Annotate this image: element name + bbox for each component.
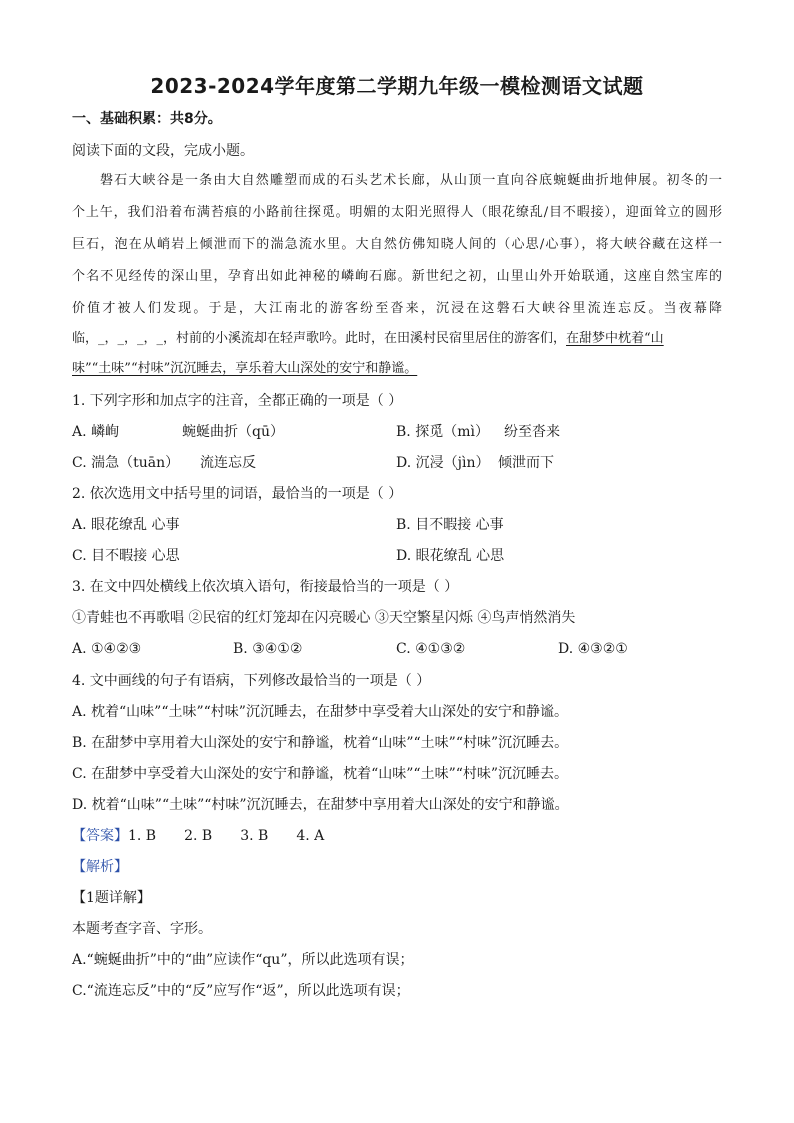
q1-option-b: B. 探觅（mì） (396, 424, 489, 440)
q3-option-c: C. ④①③② (396, 641, 466, 657)
q2-option-c: C. 目不暇接 心思 (72, 548, 180, 564)
passage-line-1: 磐石大峡谷是一条由大自然雕塑而成的石头艺术长廊，从山顶一直向谷底蜿蜒曲折地伸展。初冬的一 (100, 173, 722, 188)
q1-option-b-word: 纷至沓来 (504, 424, 560, 440)
passage-line-6-text: 临，_，_，_，_，村前的小溪流却在轻声歌吟。此时，在田溪村民宿里居住的游客们， (72, 331, 567, 346)
underlined-sentence-start: 在甜梦中枕着“山 (566, 331, 664, 346)
passage-line-4: 个名不见经传的深山里，孕育出如此神秘的嶙峋石廊。新世纪之初，山里山外开始联通，这座自然宝库的 (72, 269, 722, 284)
q2-option-b: B. 目不暇接 心事 (396, 517, 504, 533)
page-title: 2023-2024学年度第二学期九年级一模检测语文试题 (150, 74, 644, 98)
q1-option-a-word: 蜿蜒曲折（qū） (182, 424, 284, 440)
underlined-sentence-end: 味”“土味”“村味”沉沉睡去，享乐着大山深处的安宁和静谧。 (72, 361, 418, 376)
answer-label: 【答案】 (72, 828, 128, 844)
analysis-intro: 本题考查字音、字形。 (72, 921, 212, 937)
q3-option-b: B. ③④①② (233, 641, 303, 657)
reading-instruction: 阅读下面的文段，完成小题。 (72, 143, 254, 159)
answer-item-2: 2. B (184, 828, 213, 844)
passage-line-7 (72, 360, 722, 378)
q4-option-a: A. 枕着“山味”“土味”“村味”沉沉睡去，在甜梦中享受着大山深处的安宁和静谧。 (72, 704, 568, 720)
q4-option-b: B. 在甜梦中享用着大山深处的安宁和静谧，枕着“山味”“土味”“村味”沉沉睡去。 (72, 735, 569, 751)
q4-option-c: C. 在甜梦中享受着大山深处的安宁和静谧，枕着“山味”“土味”“村味”沉沉睡去。 (72, 766, 569, 782)
question-4-stem: 4. 文中画线的句子有语病，下列修改最恰当的一项是（ ） (72, 673, 431, 689)
analysis-label: 【解析】 (72, 859, 128, 875)
answer-item-4: 4. A (296, 828, 325, 844)
question-2-stem: 2. 依次选用文中括号里的词语，最恰当的一项是（ ） (72, 486, 403, 502)
q3-option-d: D. ④③②① (558, 641, 628, 657)
answer-row (72, 827, 324, 845)
section-heading: 一、基础积累：共8分。 (72, 111, 222, 127)
question-1-stem: 1. 下列字形和加点字的注音，全都正确的一项是（ ） (72, 393, 403, 409)
q4-option-d: D. 枕着“山味”“土味”“村味”沉沉睡去，在甜梦中享用着大山深处的安宁和静谧。 (72, 797, 569, 813)
passage-line-6 (72, 330, 722, 348)
q1-option-a: A. 嶙峋 (72, 424, 120, 440)
passage-line-5: 价值才被人们发现。于是，大江南北的游客纷至沓来，沉浸在这磐石大峡谷里流连忘反。当夜幕降 (72, 301, 722, 316)
passage-line-3: 巨石，泡在从峭岩上倾泄而下的湍急流水里。大自然仿佛知晓人间的（心思/心事），将大峡谷藏在这样一 (72, 237, 722, 252)
q1-option-c: C. 湍急（tuān） (72, 455, 180, 471)
q1-option-c-word: 流连忘反 (200, 455, 256, 471)
passage-line-2: 个上午，我们沿着布满苔痕的小路前往探觅。明媚的太阳光照得人（眼花缭乱/目不暇接），迎面耸立的圆形 (72, 205, 722, 220)
q2-option-d: D. 眼花缭乱 心思 (396, 548, 505, 564)
q1-detail-heading: 【1题详解】 (72, 890, 151, 906)
analysis-note-c: C.“流连忘反”中的“反”应写作“返”，所以此选项有误； (72, 983, 410, 999)
question-3-stem: 3. 在文中四处横线上依次填入语句，衔接最恰当的一项是（ ） (72, 579, 459, 595)
q1-option-d: D. 沉浸（jìn） (396, 455, 490, 471)
analysis-note-a: A.“蜿蜒曲折”中的“曲”应读作“qu”，所以此选项有误； (72, 952, 414, 968)
q3-sentences: ①青蛙也不再歌唱 ②民宿的红灯笼却在闪亮暖心 ③天空繁星闪烁 ④鸟声悄然消失 (72, 610, 576, 626)
q3-option-a: A. ①④②③ (72, 641, 142, 657)
answer-item-1: 1. B (128, 828, 157, 844)
q1-option-d-word: 倾泄而下 (498, 455, 554, 471)
answer-item-3: 3. B (240, 828, 269, 844)
q2-option-a: A. 眼花缭乱 心事 (72, 517, 180, 533)
